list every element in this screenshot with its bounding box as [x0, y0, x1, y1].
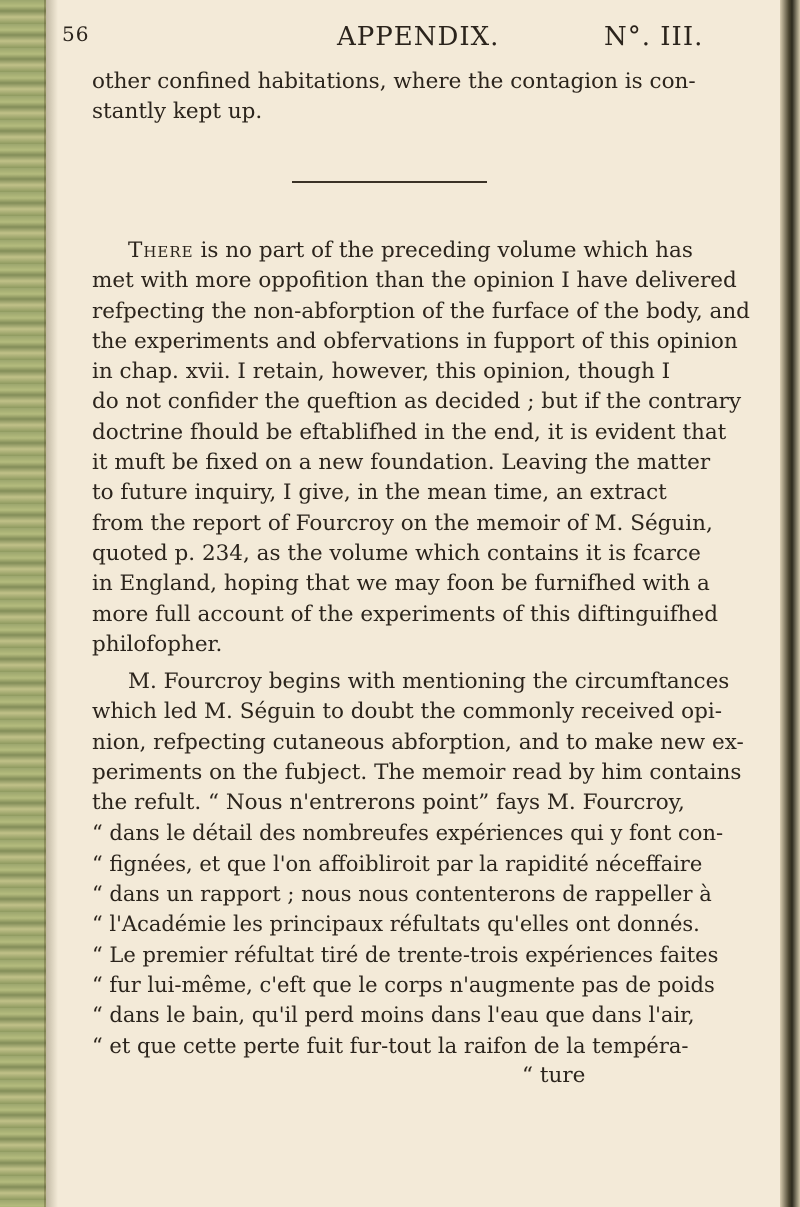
text-line: periments on the fubject. The memoir read by him contains: [92, 759, 742, 785]
text-line: to future inquiry, I give, in the mean time, an extract: [92, 480, 667, 506]
text-line: other confined habitations, where the contagion is con-: [92, 69, 696, 94]
text-line: in chap. xvii. I retain, however, this opinion, though I: [92, 359, 671, 385]
binding-gutter-left: [0, 0, 46, 1207]
text-line: in England, hoping that we may foon be furnifhed with a: [92, 571, 710, 597]
french-quote-line: “ l'Académie les principaux réfultats qu'elles ont donnés.: [92, 912, 700, 937]
running-title: APPENDIX.: [337, 22, 500, 52]
continued-text: [92, 67, 752, 128]
section-number: N°. III.: [604, 22, 704, 52]
page-edge-right: [780, 0, 800, 1207]
first-line-rest: is no part of the preceding volume which has: [193, 238, 693, 263]
catchword: “ ture: [522, 1062, 586, 1088]
text-line: refpecting the non-abforption of the furface of the body, and: [92, 298, 750, 324]
text-line: the experiments and obfervations in fupport of this opinion: [92, 328, 738, 354]
french-quote-line: “ fignées, et que l'on affoibliroit par la rapidité néceffaire: [92, 851, 703, 876]
french-quote-line: “ Le premier réfultat tiré de trente-trois expériences faites: [92, 942, 719, 967]
binding-shadow: [44, 0, 58, 1207]
section-divider: [292, 181, 487, 183]
paragraph-there: [92, 236, 752, 660]
paragraph-first-line: [92, 236, 752, 266]
text-line: do not confider the queftion as decided ; but if the contrary: [92, 389, 742, 415]
text-line: the refult. “ Nous n'entrerons point” fays M. Fourcroy,: [92, 790, 685, 816]
text-line: philofopher.: [92, 631, 223, 657]
text-line: which led M. Séguin to doubt the commonly received opi-: [92, 699, 722, 725]
french-quote-line: “ et que cette perte fuit fur-tout la raifon de la tempéra-: [92, 1033, 689, 1058]
french-quote-line: “ fur lui-même, c'eft que le corps n'augmente pas de poids: [92, 972, 715, 997]
french-quote-line: “ dans le détail des nombreufes expériences qui y font con-: [92, 821, 724, 846]
text-line: it muft be fixed on a new foundation. Leaving the matter: [92, 450, 711, 476]
text-line: nion, refpecting cutaneous abforption, and to make new ex-: [92, 729, 744, 755]
french-quote-line: “ dans le bain, qu'il perd moins dans l'eau que dans l'air,: [92, 1003, 695, 1028]
text-line: met with more oppofition than the opinion I have delivered: [92, 268, 737, 294]
text-line: stantly kept up.: [92, 99, 263, 125]
text-line: from the report of Fourcroy on the memoir of M. Séguin,: [92, 510, 713, 536]
text-line: doctrine fhould be eftablifhed in the end, it is evident that: [92, 419, 727, 445]
text-line: quoted p. 234, as the volume which contains it is fcarce: [92, 540, 701, 566]
page-number: 56: [62, 22, 90, 46]
paragraph-first-line: M. Fourcroy begins with mentioning the circumftances: [128, 669, 730, 694]
text-line: more full account of the experiments of this diftinguifhed: [92, 601, 719, 627]
french-quote-line: “ dans un rapport ; nous nous contenterons de rappeller à: [92, 882, 712, 907]
paragraph-fourcroy: [92, 667, 752, 1091]
running-head: [62, 22, 752, 52]
drop-word: There: [128, 238, 194, 263]
